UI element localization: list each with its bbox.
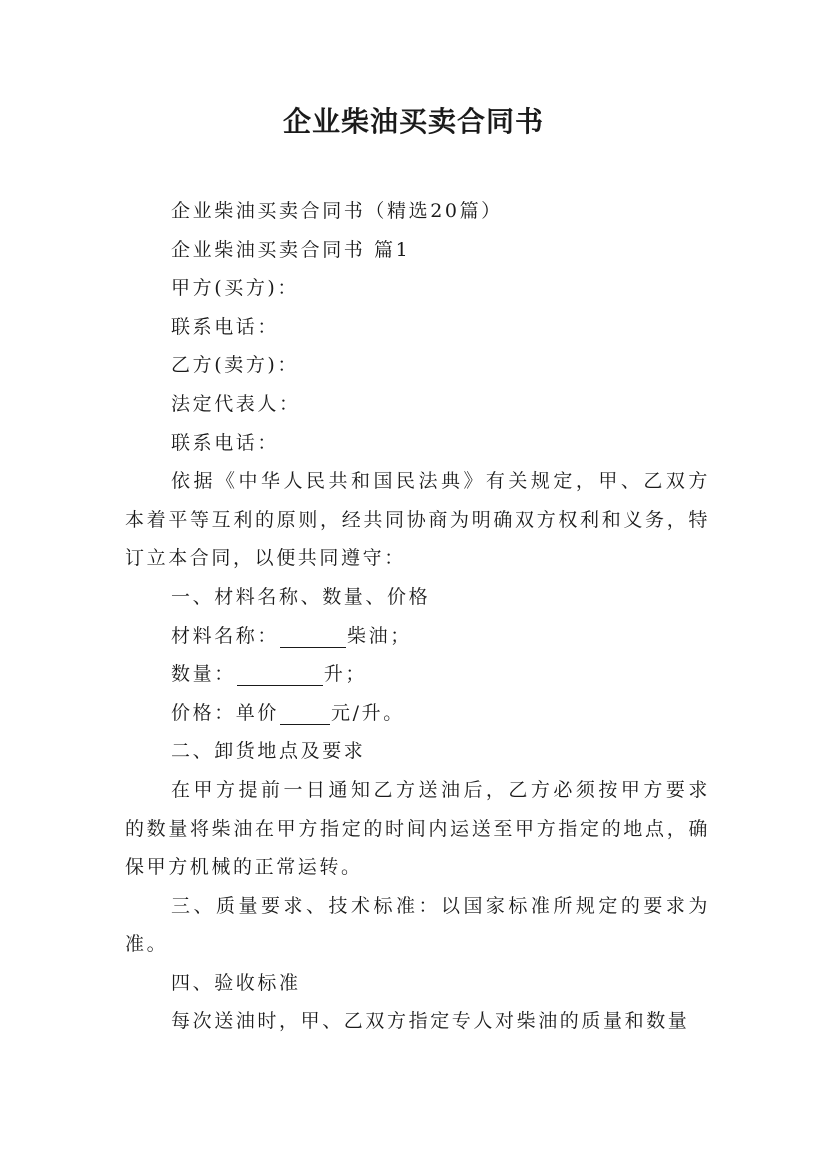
paragraph-quantity [125,655,710,694]
price-suffix: 元/升。 [331,701,405,724]
price-blank [280,702,330,725]
quantity-blank [237,663,323,686]
paragraph-subtitle: 企业柴油买卖合同书（精选20篇） [171,200,503,222]
paragraph-party-b-phone: 联系电话： [171,431,280,454]
material-name-blank [280,625,346,648]
paragraph-clause-2-body: 在甲方提前一日通知乙方送油后，乙方必须按甲方要求的数量将柴油在甲方指定的时间内运送至甲方指定的地点，确保甲方机械的正常运转。 [125,778,710,879]
paragraph-material-name [125,617,710,656]
paragraph-clause-2-heading: 二、卸货地点及要求 [171,740,366,763]
paragraph-party-b: 乙方(卖方)： [171,354,300,377]
document-title: 企业柴油买卖合同书 [282,105,544,138]
paragraph-preamble: 依据《中华人民共和国民法典》有关规定，甲、乙双方本着平等互利的原则，经共同协商为明确双方权利和义务，特订立本合同，以便共同遵守： [125,470,710,570]
price-label: 价格：单价 [171,701,280,724]
material-name-label: 材料名称： [171,624,280,647]
paragraph-clause-1-heading: 一、材料名称、数量、价格 [171,585,431,608]
paragraph-legal-representative: 法定代表人： [171,392,301,415]
paragraph-party-a: 甲方(买方)： [171,277,300,300]
paragraph-party-a-phone: 联系电话： [171,315,280,338]
material-name-suffix: 柴油； [347,624,412,647]
paragraph-clause-4-body: 每次送油时，甲、乙双方指定专人对柴油的质量和数量 [171,1010,690,1033]
document-body [125,192,710,1041]
quantity-suffix: 升； [323,663,368,686]
quantity-label: 数量： [171,663,236,686]
paragraph-price [125,694,710,733]
paragraph-clause-4-heading: 四、验收标准 [171,971,301,994]
paragraph-section-heading: 企业柴油买卖合同书 篇1 [171,238,411,261]
paragraph-clause-3: 三、质量要求、技术标准：以国家标准所规定的要求为准。 [125,894,710,956]
